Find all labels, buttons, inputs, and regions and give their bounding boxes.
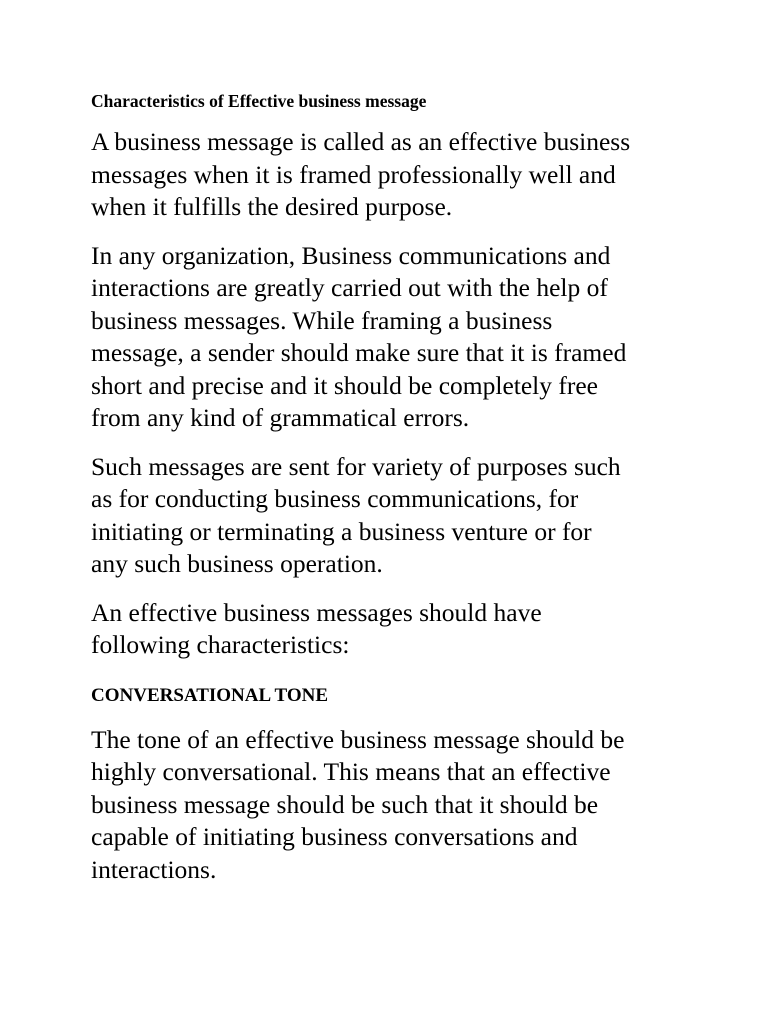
text-line: interactions are greatly carried out with the help of <box>91 273 608 302</box>
text-line: capable of initiating business conversations and <box>91 822 578 851</box>
text-line: as for conducting business communications, for <box>91 484 579 513</box>
text-line: Such messages are sent for variety of purposes such <box>91 451 621 481</box>
text-line: highly conversational. This means that an effective <box>91 757 611 786</box>
text-line: A business message is called as an effective business <box>91 127 631 156</box>
text-line: messages when it is framed professionally well and <box>91 159 616 189</box>
text-line: message, a sender should make sure that it is framed <box>91 338 627 367</box>
text-line: interactions. <box>91 854 217 884</box>
text-line: In any organization, Business communications and <box>91 240 611 270</box>
text-line: from any kind of grammatical errors. <box>91 403 470 432</box>
text-line: The tone of an effective business message should be <box>91 724 625 754</box>
document-page <box>91 90 701 902</box>
paragraph-purposes <box>91 451 701 581</box>
text-line: business messages. While framing a business <box>91 305 553 335</box>
text-line: business message should be such that it should be <box>91 789 599 819</box>
document-title: Characteristics of Effective business message <box>91 91 427 111</box>
section-heading: CONVERSATIONAL TONE <box>91 684 329 706</box>
text-line: short and precise and it should be completely free <box>91 370 598 400</box>
text-line: following characteristics: <box>91 630 350 659</box>
text-line: initiating or terminating a business venture or for <box>91 516 592 546</box>
paragraph-intro <box>91 126 701 224</box>
text-line: when it fulfills the desired purpose. <box>91 192 453 221</box>
paragraph-characteristics-intro <box>91 597 701 662</box>
text-line: any such business operation. <box>91 549 383 578</box>
text-line: An effective business messages should have <box>91 597 542 627</box>
paragraph-conversational-tone <box>91 724 701 887</box>
paragraph-organization <box>91 240 701 435</box>
